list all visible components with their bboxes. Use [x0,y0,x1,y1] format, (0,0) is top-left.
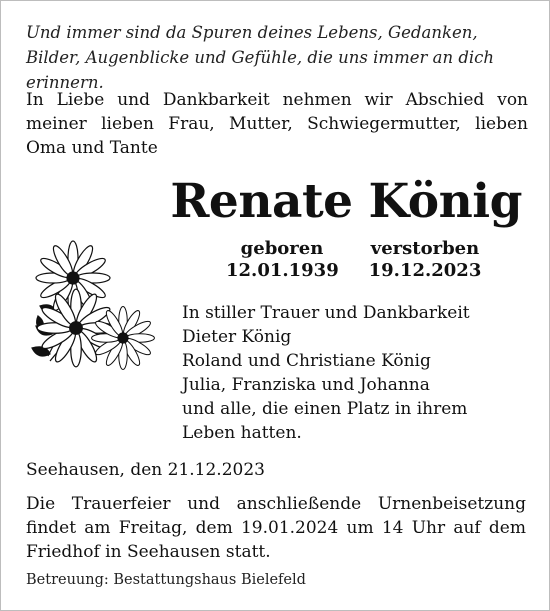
mourners-line: Julia, Franziska und Johanna [182,375,430,395]
place-and-date: Seehausen, den 21.12.2023 [26,460,265,480]
death-date: 19.12.2023 [368,260,482,281]
funeral-home-credit: Betreuung: Bestattungshaus Bielefeld [26,572,306,588]
mourners-line: Leben hatten. [182,423,302,443]
mourners-line: Dieter König [182,327,292,347]
memorial-quote: Und immer sind da Spuren deines Lebens, Gedanken, Bilder, Augenblicke und Gefühle, die uns immer an dich erinnern. [26,23,495,92]
deceased-name: Renate König [170,174,522,229]
birth-date: 12.01.1939 [226,260,339,281]
intro-text: In Liebe und Dankbarkeit nehmen wir Abschied von meiner lieben Frau, Mutter, Schwiegermutter, lieben Oma und Tante [26,90,528,158]
daisy-flowers-icon [28,236,158,376]
death-block [366,238,484,282]
mourners-list [182,301,522,445]
mourners-line: Roland und Christiane König [182,351,431,371]
death-label: verstorben [370,238,480,259]
birth-block [226,238,338,282]
birth-label: geboren [240,238,324,259]
funeral-info: Die Trauerfeier und anschließende Urnenbeisetzung findet am Freitag, dem 19.01.2024 um 14 Uhr auf dem Friedhof in Seehausen statt. [26,494,526,562]
mourners-line: In stiller Trauer und Dankbarkeit [182,303,470,323]
mourners-line: und alle, die einen Platz in ihrem [182,399,468,419]
